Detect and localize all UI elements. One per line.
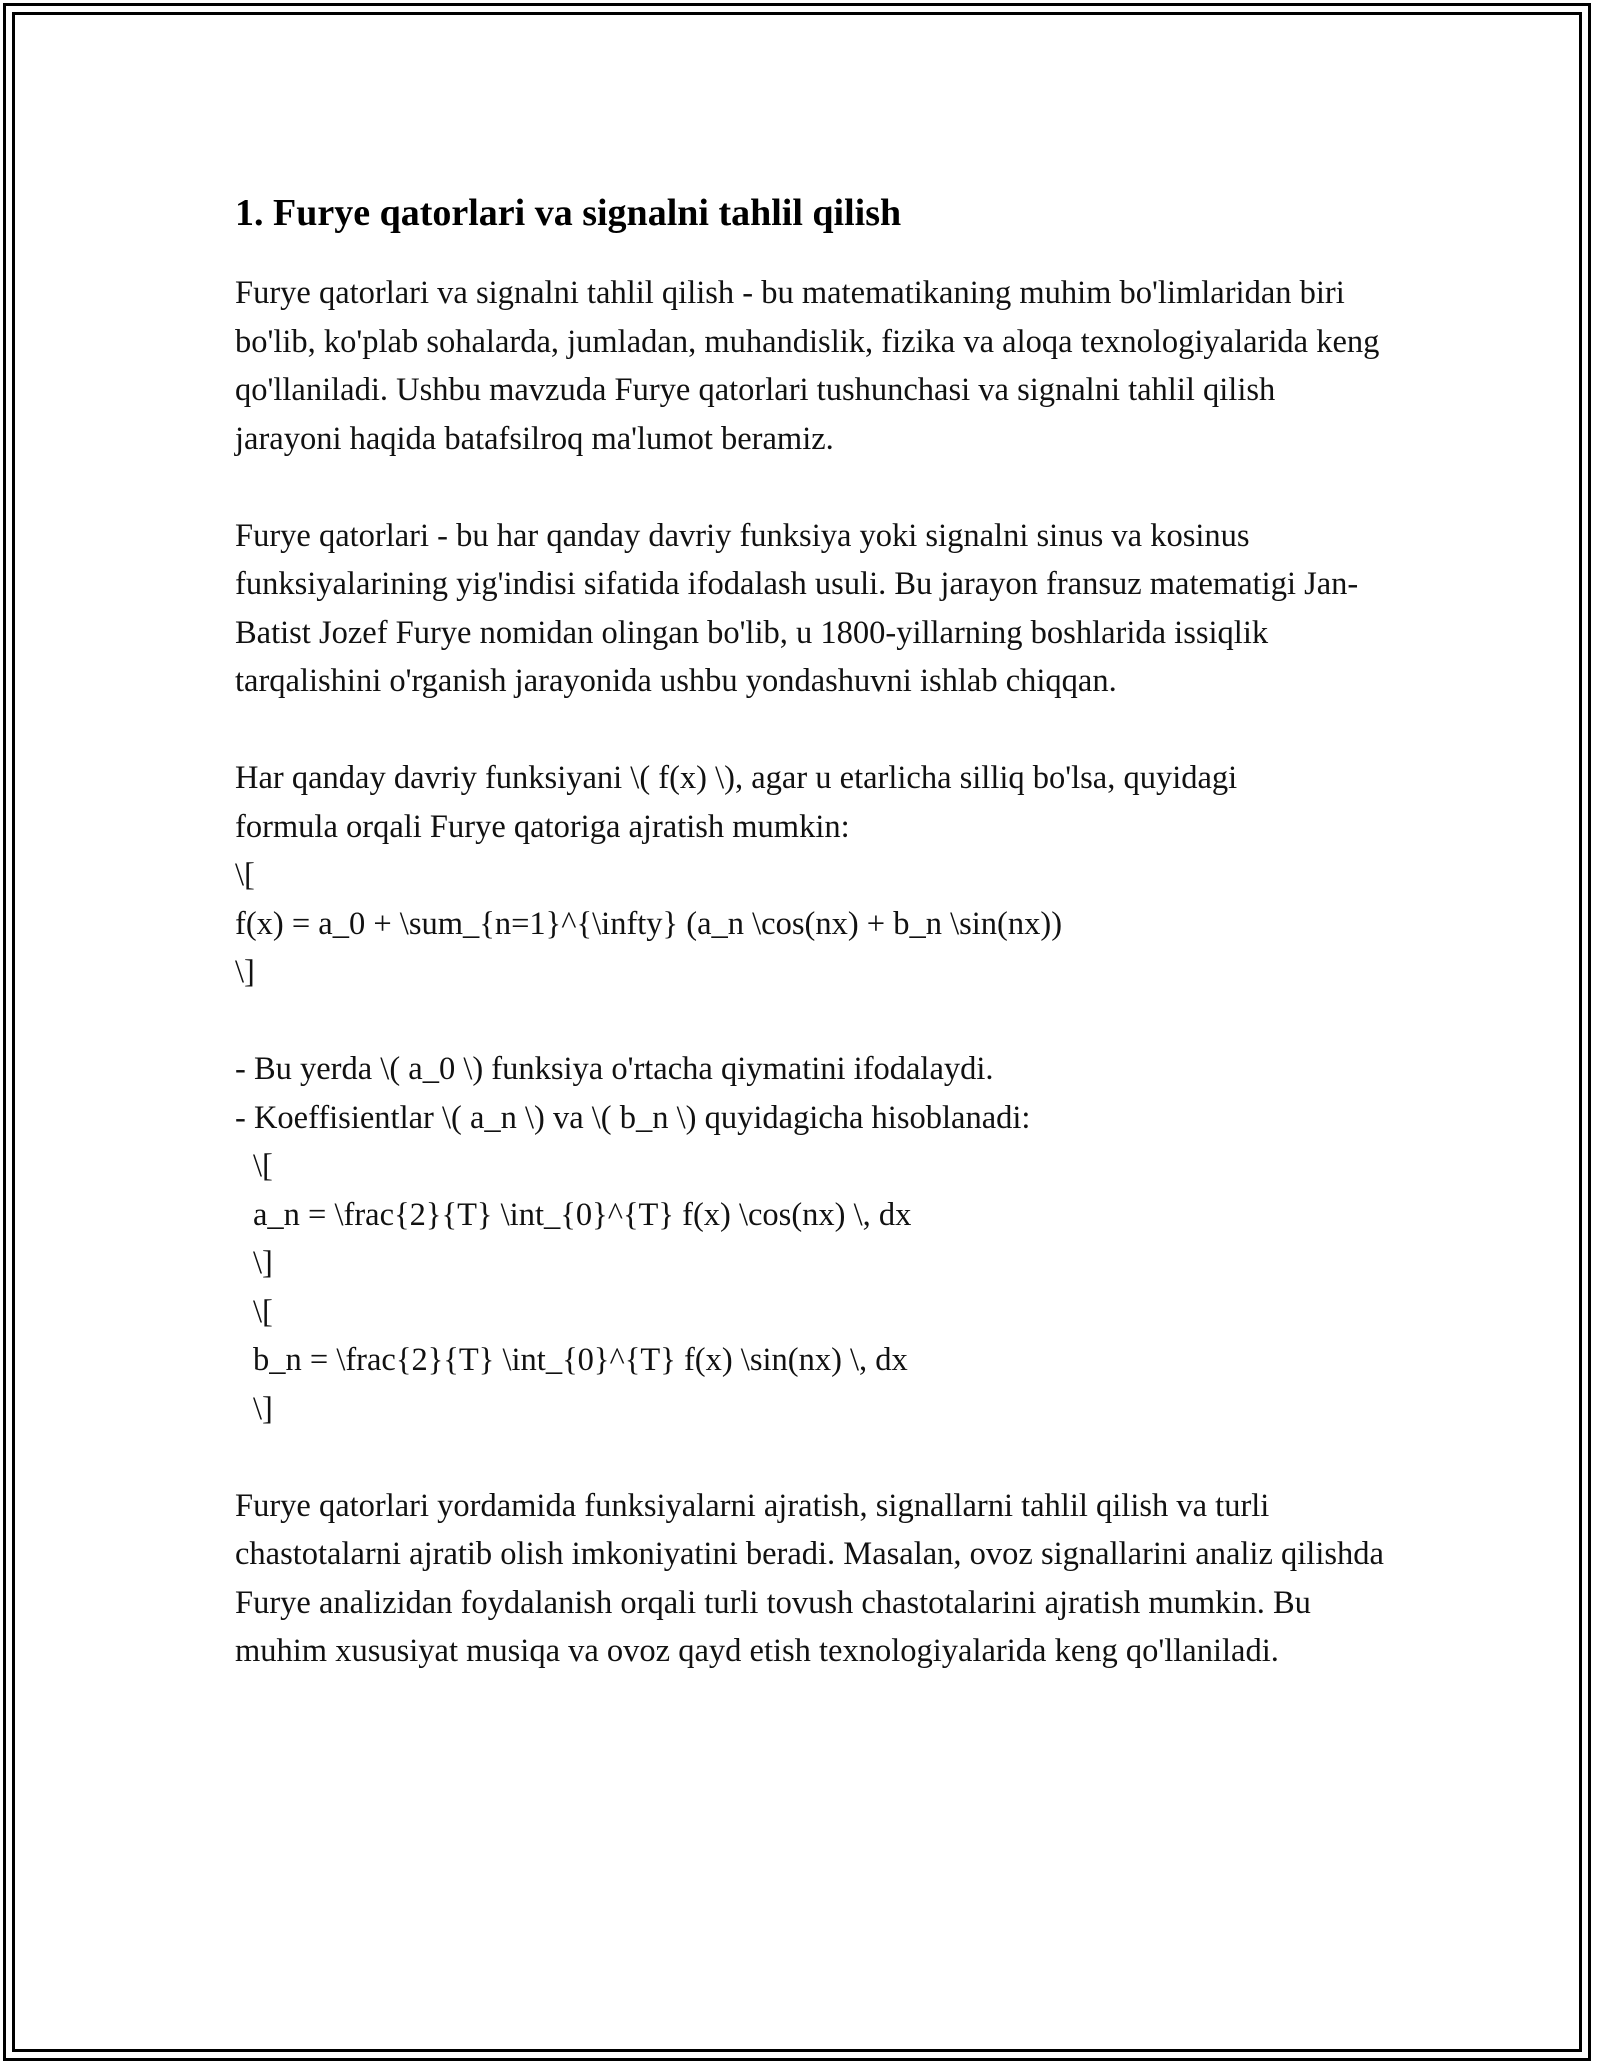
- application-paragraph: Furye qatorlari yordamida funksiyalarni ajratish, signallarni tahlil qilish va turli chastotalarni ajratib olish imkoniyatini beradi. Masalan, ovoz signallarini analiz qilishda Furye analizidan foydalanish orqali turli tovush chastotalarini ajratish mumkin. Bu muhim xususiyat musiqa va ovoz qayd etish texnologiyalarida keng qo'llaniladi.: [235, 1487, 1384, 1669]
- paragraph-spacer: [235, 1433, 1385, 1482]
- section-title: 1. Furye qatorlari va signalni tahlil qilish: [235, 192, 902, 234]
- intro-paragraph: Furye qatorlari va signalni tahlil qilish - bu matematikaning muhim bo'limlaridan biri bo'lib, ko'plab sohalarda, jumladan, muhandislik, fizika va aloqa texnologiyalarida keng qo'llaniladi. Ushbu mavzuda Furye qatorlari tushunchasi va signalni tahlil qilish jarayoni haqida batafsilroq ma'lumot beramiz.: [235, 275, 1380, 457]
- an-coefficient-formula: a_n = \frac{2}{T} \int_{0}^{T} f(x) \cos(nx) \, dx: [253, 1196, 912, 1233]
- series-formula-block: [235, 754, 1385, 997]
- paragraph-spacer: [235, 997, 1385, 1046]
- formula-delimiter-open: \[: [253, 1148, 273, 1184]
- formula-intro-line: Har qanday davriy funksiyani \( f(x) \), agar u etarlicha silliq bo'lsa, quyidagi: [235, 760, 1238, 796]
- paragraph-spacer: [235, 706, 1385, 755]
- definition-paragraph: Furye qatorlari - bu har qanday davriy funksiya yoki signalni sinus va kosinus funksiyalarining yig'indisi sifatida ifodalash usuli. Bu jarayon fransuz matematigi Jan-Batist Jozef Furye nomidan olingan bo'lib, u 1800-yillarning boshlarida issiqlik tarqalishini o'rganish jarayonida ushbu yondashuvni ishlab chiqqan.: [235, 517, 1359, 699]
- list-item: - Koeffisientlar \( a_n \) va \( b_n \) quyidagicha hisoblanadi:: [235, 1099, 1031, 1136]
- formula-delimiter-close: \]: [253, 1245, 273, 1281]
- formula-intro-line: formula orqali Furye qatoriga ajratish mumkin:: [235, 808, 850, 845]
- document-body: [235, 185, 1385, 1676]
- formula-delimiter-open: \[: [235, 857, 255, 893]
- formula-delimiter-close: \]: [253, 1390, 273, 1427]
- list-item: - Bu yerda \( a_0 \) funksiya o'rtacha qiymatini ifodalaydi.: [235, 1051, 994, 1087]
- paragraph-spacer: [235, 463, 1385, 512]
- bn-coefficient-formula: b_n = \frac{2}{T} \int_{0}^{T} f(x) \sin(nx) \, dx: [253, 1342, 908, 1378]
- formula-delimiter-open: \[: [253, 1293, 273, 1330]
- coefficients-list: [235, 1045, 1385, 1433]
- fourier-series-formula: f(x) = a_0 + \sum_{n=1}^{\infty} (a_n \cos(nx) + b_n \sin(nx)): [235, 905, 1063, 942]
- formula-delimiter-close: \]: [235, 954, 255, 990]
